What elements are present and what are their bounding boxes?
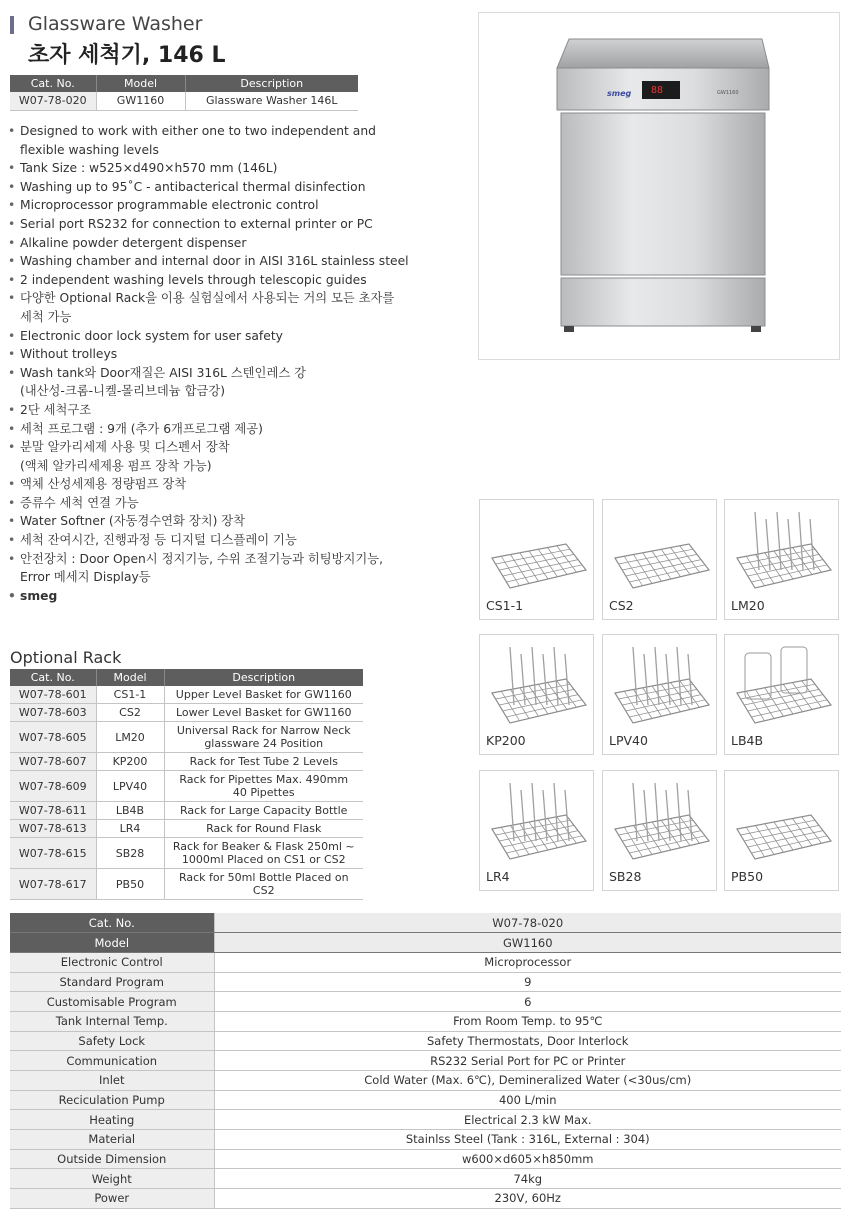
spec-value: Stainlss Steel (Tank : 316L, External : 304) <box>214 1130 841 1150</box>
table-row <box>10 92 358 110</box>
spec-key: Weight <box>10 1169 214 1189</box>
feature-text: • Without trolleys <box>20 347 118 362</box>
feature-item <box>8 178 468 197</box>
optional-rack-table <box>10 669 363 900</box>
table-row <box>10 771 363 802</box>
rack-thumbnail <box>602 634 717 755</box>
feature-item <box>8 531 468 550</box>
feature-item <box>8 234 468 253</box>
spec-value: 9 <box>214 972 841 992</box>
col-description: Description <box>185 75 358 92</box>
table-row <box>10 972 841 992</box>
cell-description: Rack for Pipettes Max. 490mm 40 Pipettes <box>164 771 363 802</box>
cell-model: CS1-1 <box>96 686 164 704</box>
cell-cat-no: W07-78-615 <box>10 838 96 869</box>
feature-text: • Microprocessor programmable electronic control <box>20 198 319 213</box>
rack-label: SB28 <box>609 869 642 884</box>
cell-model: PB50 <box>96 869 164 900</box>
table-row <box>10 1051 841 1071</box>
cell-description: Rack for Round Flask <box>164 820 363 838</box>
feature-text: • 다양한 Optional Rack을 이용 실험실에서 사용되는 거의 모든 초자를 <box>20 291 395 306</box>
table-row <box>10 952 841 972</box>
table-row <box>10 1011 841 1031</box>
cell-cat-no: W07-78-601 <box>10 686 96 704</box>
rack-label: LR4 <box>486 869 510 884</box>
feature-text: (액체 알카리세제용 펌프 장착 가능) <box>20 458 212 473</box>
feature-text: • Tank Size : w525×d490×h570 mm (146L) <box>20 161 278 176</box>
feature-text: • Wash tank와 Door재질은 AISI 316L 스텐인레스 강 <box>20 365 306 380</box>
feature-item <box>8 364 468 401</box>
spec-key: Power <box>10 1189 214 1209</box>
table-row <box>10 1031 841 1051</box>
table-row <box>10 1110 841 1130</box>
spec-key: Heating <box>10 1110 214 1130</box>
cell-model: LPV40 <box>96 771 164 802</box>
cell-model: KP200 <box>96 753 164 771</box>
spec-value: W07-78-020 <box>214 913 841 933</box>
cell-description: Rack for 50ml Bottle Placed on CS2 <box>164 869 363 900</box>
table-row <box>10 802 363 820</box>
spec-key: Inlet <box>10 1071 214 1091</box>
rack-label: PB50 <box>731 869 764 884</box>
feature-text: flexible washing levels <box>20 142 159 157</box>
spec-key: Reciculation Pump <box>10 1090 214 1110</box>
rack-label: LB4B <box>731 733 764 748</box>
device-panel-label: GW1160 <box>717 90 739 96</box>
feature-item <box>8 512 468 531</box>
feature-text: • Electronic door lock system for user safety <box>20 328 283 343</box>
cell-model: CS2 <box>96 704 164 722</box>
device-display-readout: 88 <box>651 85 664 96</box>
table-row <box>10 1149 841 1169</box>
feature-text: • 안전장치 : Door Open시 정지기능, 수위 조절기능과 히팅방지기능, <box>20 551 384 566</box>
feature-text: 세척 가능 <box>20 309 72 324</box>
cell-cat-no: W07-78-020 <box>10 92 96 110</box>
table-row <box>10 1189 841 1209</box>
rack-thumbnail <box>724 634 839 755</box>
rack-thumbnail <box>479 499 594 620</box>
feature-text: • 2단 세척구조 <box>20 402 92 417</box>
col-cat-no: Cat. No. <box>10 669 96 686</box>
feature-text: • 세척 잔여시간, 진행과정 등 디지털 디스플레이 기능 <box>20 533 297 548</box>
cell-description: Rack for Test Tube 2 Levels <box>164 753 363 771</box>
glassware-washer-illustration <box>479 13 841 361</box>
rack-label: KP200 <box>486 733 526 748</box>
rack-label: LPV40 <box>609 733 648 748</box>
feature-item <box>8 550 468 587</box>
feature-item <box>8 345 468 364</box>
cell-model: GW1160 <box>96 92 185 110</box>
feature-item <box>8 494 468 513</box>
cell-description: Rack for Beaker & Flask 250ml ~ 1000ml Placed on CS1 or CS2 <box>164 838 363 869</box>
spec-value: 230V, 60Hz <box>214 1189 841 1209</box>
feature-text: • 액체 산성세제용 정량펌프 장착 <box>20 477 187 492</box>
title-korean: 초자 세척기, 146 L <box>28 43 226 68</box>
cell-model: LB4B <box>96 802 164 820</box>
table-row <box>10 1130 841 1150</box>
rack-label: LM20 <box>731 598 765 613</box>
feature-list <box>8 122 468 605</box>
cell-description: Lower Level Basket for GW1160 <box>164 704 363 722</box>
rack-label: CS1-1 <box>486 598 524 613</box>
cell-cat-no: W07-78-611 <box>10 802 96 820</box>
cell-model: LR4 <box>96 820 164 838</box>
optional-rack-title: Optional Rack <box>10 648 122 667</box>
table-row <box>10 686 363 704</box>
table-row <box>10 838 363 869</box>
table-row <box>10 992 841 1012</box>
spec-key: Communication <box>10 1051 214 1071</box>
spec-value: RS232 Serial Port for PC or Printer <box>214 1051 841 1071</box>
feature-item <box>8 215 468 234</box>
feature-text: • Serial port RS232 for connection to external printer or PC <box>20 216 373 231</box>
table-row <box>10 722 363 753</box>
title-english: Glassware Washer <box>28 13 203 35</box>
col-model: Model <box>96 75 185 92</box>
table-row <box>10 820 363 838</box>
rack-thumbnail <box>724 499 839 620</box>
cell-description: Universal Rack for Narrow Neck glassware 24 Position <box>164 722 363 753</box>
spec-value: Safety Thermostats, Door Interlock <box>214 1031 841 1051</box>
spec-key: Cat. No. <box>10 913 214 933</box>
rack-thumbnail <box>602 499 717 620</box>
cell-description: Rack for Large Capacity Bottle <box>164 802 363 820</box>
spec-value: Microprocessor <box>214 952 841 972</box>
feature-text: • Designed to work with either one to two independent and <box>20 124 376 138</box>
feature-item <box>8 327 468 346</box>
spec-value: Cold Water (Max. 6℃), Demineralized Water (<30us/cm) <box>214 1071 841 1091</box>
spec-value: w600×d605×h850mm <box>214 1149 841 1169</box>
spec-key: Standard Program <box>10 972 214 992</box>
spec-key: Customisable Program <box>10 992 214 1012</box>
cell-model: LM20 <box>96 722 164 753</box>
cell-cat-no: W07-78-603 <box>10 704 96 722</box>
col-cat-no: Cat. No. <box>10 75 96 92</box>
rack-label: CS2 <box>609 598 634 613</box>
product-table <box>10 75 358 111</box>
table-row <box>10 869 363 900</box>
table-row <box>10 913 841 933</box>
table-row <box>10 753 363 771</box>
table-row <box>10 1169 841 1189</box>
rack-thumbnail <box>479 634 594 755</box>
feature-text: • Washing up to 95˚C - antibacterical thermal disinfection <box>20 179 366 194</box>
cell-cat-no: W07-78-607 <box>10 753 96 771</box>
spec-value: GW1160 <box>214 933 841 953</box>
spec-value: Electrical 2.3 kW Max. <box>214 1110 841 1130</box>
table-row <box>10 704 363 722</box>
feature-item <box>8 401 468 420</box>
spec-key: Material <box>10 1130 214 1150</box>
cell-cat-no: W07-78-617 <box>10 869 96 900</box>
product-image <box>478 12 840 360</box>
cell-description: Glassware Washer 146L <box>185 92 358 110</box>
spec-key: Electronic Control <box>10 952 214 972</box>
spec-key: Outside Dimension <box>10 1149 214 1169</box>
feature-item <box>8 438 468 475</box>
device-logo: smeg <box>607 89 632 98</box>
header-accent-bar <box>10 16 14 34</box>
feature-item <box>8 289 468 326</box>
feature-item <box>8 475 468 494</box>
spec-value: 400 L/min <box>214 1090 841 1110</box>
feature-item <box>8 196 468 215</box>
rack-thumbnail <box>724 770 839 891</box>
spec-key: Tank Internal Temp. <box>10 1011 214 1031</box>
feature-item <box>8 252 468 271</box>
feature-text: • Water Softner (자동경수연화 장치) 장착 <box>20 514 246 529</box>
feature-text: (내산성-크롬-니켈-몰리브데늄 합금강) <box>20 384 225 399</box>
table-row <box>10 1090 841 1110</box>
spec-value: 74kg <box>214 1169 841 1189</box>
feature-item <box>8 159 468 178</box>
feature-text: • 증류수 세척 연결 가능 <box>20 495 139 510</box>
feature-text: • 2 independent washing levels through telescopic guides <box>20 272 367 287</box>
cell-cat-no: W07-78-613 <box>10 820 96 838</box>
feature-item <box>8 420 468 439</box>
feature-item <box>8 122 468 159</box>
rack-thumbnail <box>479 770 594 891</box>
cell-cat-no: W07-78-605 <box>10 722 96 753</box>
cell-model: SB28 <box>96 838 164 869</box>
spec-table <box>10 913 841 1209</box>
spec-key: Model <box>10 933 214 953</box>
brand-item: • smeg <box>8 587 468 606</box>
spec-key: Safety Lock <box>10 1031 214 1051</box>
cell-cat-no: W07-78-609 <box>10 771 96 802</box>
rack-thumbnail <box>602 770 717 891</box>
feature-text: Error 메세지 Display등 <box>20 570 151 585</box>
feature-text: • 세척 프로그램 : 9개 (추가 6개프로그램 제공) <box>20 421 263 436</box>
feature-item <box>8 271 468 290</box>
col-description: Description <box>164 669 363 686</box>
feature-text: • Alkaline powder detergent dispenser <box>20 235 247 250</box>
feature-text: • 분말 알카리세제 사용 및 디스펜서 장착 <box>20 440 230 455</box>
col-model: Model <box>96 669 164 686</box>
spec-value: From Room Temp. to 95℃ <box>214 1011 841 1031</box>
table-row <box>10 933 841 953</box>
table-row <box>10 1071 841 1091</box>
feature-text: • Washing chamber and internal door in AISI 316L stainless steel <box>20 254 409 269</box>
spec-value: 6 <box>214 992 841 1012</box>
cell-description: Upper Level Basket for GW1160 <box>164 686 363 704</box>
